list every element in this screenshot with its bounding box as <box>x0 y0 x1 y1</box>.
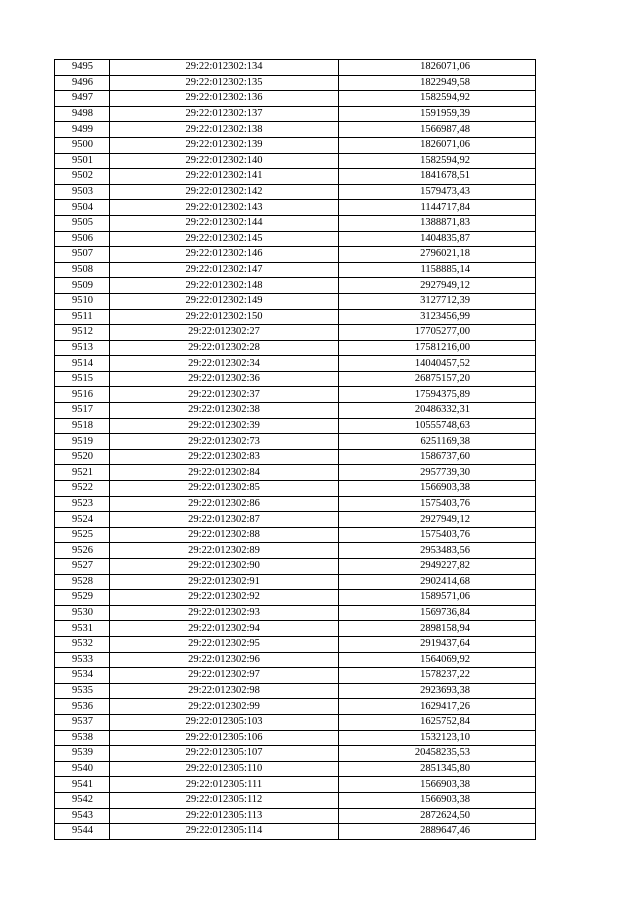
table-row <box>55 824 536 840</box>
table-row <box>55 605 536 621</box>
row-number-cell: 9504 <box>55 200 110 216</box>
cadastral-number-cell: 29:22:012302:88 <box>110 527 339 543</box>
row-number-cell: 9506 <box>55 231 110 247</box>
value-cell: 2796021,18 <box>339 247 536 263</box>
value-cell: 1589571,06 <box>339 590 536 606</box>
value-cell: 1144717,84 <box>339 200 536 216</box>
table-row <box>55 668 536 684</box>
row-number-cell: 9524 <box>55 512 110 528</box>
cadastral-number-cell: 29:22:012302:34 <box>110 356 339 372</box>
cadastral-number-cell: 29:22:012302:86 <box>110 496 339 512</box>
table-row <box>55 792 536 808</box>
table-row <box>55 761 536 777</box>
value-cell: 17581216,00 <box>339 340 536 356</box>
row-number-cell: 9511 <box>55 309 110 325</box>
cadastral-number-cell: 29:22:012302:95 <box>110 636 339 652</box>
cadastral-number-cell: 29:22:012305:107 <box>110 746 339 762</box>
row-number-cell: 9513 <box>55 340 110 356</box>
table-row <box>55 527 536 543</box>
cadastral-number-cell: 29:22:012305:114 <box>110 824 339 840</box>
table-row <box>55 434 536 450</box>
row-number-cell: 9543 <box>55 808 110 824</box>
cadastral-number-cell: 29:22:012302:134 <box>110 60 339 76</box>
table-row <box>55 262 536 278</box>
value-cell: 1564069,92 <box>339 652 536 668</box>
cadastral-number-cell: 29:22:012302:28 <box>110 340 339 356</box>
cadastral-number-cell: 29:22:012302:145 <box>110 231 339 247</box>
table-row <box>55 215 536 231</box>
cadastral-number-cell: 29:22:012302:149 <box>110 293 339 309</box>
value-cell: 2898158,94 <box>339 621 536 637</box>
cadastral-number-cell: 29:22:012302:98 <box>110 683 339 699</box>
table-row <box>55 278 536 294</box>
table-row <box>55 106 536 122</box>
cadastral-number-cell: 29:22:012302:94 <box>110 621 339 637</box>
row-number-cell: 9503 <box>55 184 110 200</box>
cadastral-number-cell: 29:22:012302:138 <box>110 122 339 138</box>
row-number-cell: 9500 <box>55 137 110 153</box>
cadastral-number-cell: 29:22:012302:144 <box>110 215 339 231</box>
cadastral-number-cell: 29:22:012305:110 <box>110 761 339 777</box>
table-row <box>55 184 536 200</box>
row-number-cell: 9515 <box>55 371 110 387</box>
row-number-cell: 9541 <box>55 777 110 793</box>
table-row <box>55 559 536 575</box>
row-number-cell: 9526 <box>55 543 110 559</box>
row-number-cell: 9505 <box>55 215 110 231</box>
table-row <box>55 777 536 793</box>
table-row <box>55 91 536 107</box>
table-row <box>55 730 536 746</box>
row-number-cell: 9534 <box>55 668 110 684</box>
cadastral-number-cell: 29:22:012302:90 <box>110 559 339 575</box>
value-cell: 1625752,84 <box>339 714 536 730</box>
value-cell: 1566903,38 <box>339 777 536 793</box>
cadastral-number-cell: 29:22:012302:27 <box>110 325 339 341</box>
row-number-cell: 9517 <box>55 403 110 419</box>
row-number-cell: 9521 <box>55 465 110 481</box>
row-number-cell: 9514 <box>55 356 110 372</box>
table-row <box>55 340 536 356</box>
row-number-cell: 9535 <box>55 683 110 699</box>
cadastral-number-cell: 29:22:012302:97 <box>110 668 339 684</box>
value-cell: 1591959,39 <box>339 106 536 122</box>
value-cell: 1582594,92 <box>339 91 536 107</box>
cadastral-number-cell: 29:22:012302:39 <box>110 418 339 434</box>
row-number-cell: 9540 <box>55 761 110 777</box>
row-number-cell: 9502 <box>55 169 110 185</box>
table-row <box>55 512 536 528</box>
cadastral-number-cell: 29:22:012302:91 <box>110 574 339 590</box>
cadastral-number-cell: 29:22:012305:106 <box>110 730 339 746</box>
table-row <box>55 293 536 309</box>
value-cell: 1579473,43 <box>339 184 536 200</box>
row-number-cell: 9499 <box>55 122 110 138</box>
row-number-cell: 9525 <box>55 527 110 543</box>
table-row <box>55 449 536 465</box>
table-row <box>55 746 536 762</box>
table-row <box>55 543 536 559</box>
value-cell: 1586737,60 <box>339 449 536 465</box>
cadastral-number-cell: 29:22:012302:139 <box>110 137 339 153</box>
table-row <box>55 200 536 216</box>
table-row <box>55 652 536 668</box>
value-cell: 2889647,46 <box>339 824 536 840</box>
value-cell: 2927949,12 <box>339 278 536 294</box>
table-row <box>55 714 536 730</box>
row-number-cell: 9532 <box>55 636 110 652</box>
value-cell: 1578237,22 <box>339 668 536 684</box>
table-row <box>55 75 536 91</box>
table-body <box>55 60 536 840</box>
value-cell: 1532123,10 <box>339 730 536 746</box>
row-number-cell: 9539 <box>55 746 110 762</box>
cadastral-number-cell: 29:22:012302:137 <box>110 106 339 122</box>
cadastral-number-cell: 29:22:012302:83 <box>110 449 339 465</box>
row-number-cell: 9522 <box>55 481 110 497</box>
value-cell: 2851345,80 <box>339 761 536 777</box>
value-cell: 1566987,48 <box>339 122 536 138</box>
table-row <box>55 636 536 652</box>
value-cell: 2953483,56 <box>339 543 536 559</box>
cadastral-number-cell: 29:22:012302:135 <box>110 75 339 91</box>
value-cell: 1566903,38 <box>339 792 536 808</box>
row-number-cell: 9512 <box>55 325 110 341</box>
value-cell: 17705277,00 <box>339 325 536 341</box>
cadastral-number-cell: 29:22:012302:85 <box>110 481 339 497</box>
value-cell: 3123456,99 <box>339 309 536 325</box>
row-number-cell: 9531 <box>55 621 110 637</box>
row-number-cell: 9518 <box>55 418 110 434</box>
cadastral-number-cell: 29:22:012302:150 <box>110 309 339 325</box>
row-number-cell: 9496 <box>55 75 110 91</box>
row-number-cell: 9507 <box>55 247 110 263</box>
cadastral-number-cell: 29:22:012302:87 <box>110 512 339 528</box>
cadastral-number-cell: 29:22:012302:37 <box>110 387 339 403</box>
table-row <box>55 122 536 138</box>
table-row <box>55 574 536 590</box>
table-row <box>55 325 536 341</box>
cadastral-number-cell: 29:22:012302:146 <box>110 247 339 263</box>
value-cell: 1582594,92 <box>339 153 536 169</box>
row-number-cell: 9523 <box>55 496 110 512</box>
row-number-cell: 9542 <box>55 792 110 808</box>
table-row <box>55 60 536 76</box>
cadastral-number-cell: 29:22:012305:113 <box>110 808 339 824</box>
value-cell: 2872624,50 <box>339 808 536 824</box>
cadastral-number-cell: 29:22:012302:142 <box>110 184 339 200</box>
cadastral-number-cell: 29:22:012302:143 <box>110 200 339 216</box>
table-row <box>55 153 536 169</box>
table-row <box>55 137 536 153</box>
table-row <box>55 387 536 403</box>
table-row <box>55 621 536 637</box>
table-row <box>55 699 536 715</box>
cadastral-number-cell: 29:22:012302:141 <box>110 169 339 185</box>
value-cell: 1158885,14 <box>339 262 536 278</box>
table-row <box>55 465 536 481</box>
cadastral-value-table <box>54 59 536 840</box>
row-number-cell: 9533 <box>55 652 110 668</box>
value-cell: 14040457,52 <box>339 356 536 372</box>
row-number-cell: 9516 <box>55 387 110 403</box>
value-cell: 3127712,39 <box>339 293 536 309</box>
cadastral-number-cell: 29:22:012302:96 <box>110 652 339 668</box>
cadastral-number-cell: 29:22:012302:93 <box>110 605 339 621</box>
value-cell: 1841678,51 <box>339 169 536 185</box>
cadastral-number-cell: 29:22:012302:38 <box>110 403 339 419</box>
value-cell: 1826071,06 <box>339 60 536 76</box>
row-number-cell: 9510 <box>55 293 110 309</box>
row-number-cell: 9537 <box>55 714 110 730</box>
value-cell: 1404835,87 <box>339 231 536 247</box>
row-number-cell: 9495 <box>55 60 110 76</box>
cadastral-number-cell: 29:22:012302:148 <box>110 278 339 294</box>
row-number-cell: 9520 <box>55 449 110 465</box>
cadastral-number-cell: 29:22:012302:99 <box>110 699 339 715</box>
value-cell: 2923693,38 <box>339 683 536 699</box>
cadastral-number-cell: 29:22:012302:89 <box>110 543 339 559</box>
value-cell: 1826071,06 <box>339 137 536 153</box>
value-cell: 2902414,68 <box>339 574 536 590</box>
table-row <box>55 403 536 419</box>
value-cell: 1569736,84 <box>339 605 536 621</box>
row-number-cell: 9498 <box>55 106 110 122</box>
row-number-cell: 9519 <box>55 434 110 450</box>
table-row <box>55 481 536 497</box>
row-number-cell: 9530 <box>55 605 110 621</box>
value-cell: 1566903,38 <box>339 481 536 497</box>
row-number-cell: 9536 <box>55 699 110 715</box>
row-number-cell: 9544 <box>55 824 110 840</box>
value-cell: 17594375,89 <box>339 387 536 403</box>
value-cell: 26875157,20 <box>339 371 536 387</box>
table-row <box>55 356 536 372</box>
table-row <box>55 590 536 606</box>
value-cell: 1388871,83 <box>339 215 536 231</box>
cadastral-number-cell: 29:22:012302:140 <box>110 153 339 169</box>
row-number-cell: 9509 <box>55 278 110 294</box>
value-cell: 2927949,12 <box>339 512 536 528</box>
table-row <box>55 247 536 263</box>
value-cell: 2949227,82 <box>339 559 536 575</box>
cadastral-number-cell: 29:22:012302:92 <box>110 590 339 606</box>
value-cell: 1575403,76 <box>339 527 536 543</box>
cadastral-number-cell: 29:22:012302:84 <box>110 465 339 481</box>
row-number-cell: 9497 <box>55 91 110 107</box>
cadastral-number-cell: 29:22:012302:147 <box>110 262 339 278</box>
value-cell: 1575403,76 <box>339 496 536 512</box>
table-row <box>55 169 536 185</box>
cadastral-number-cell: 29:22:012302:73 <box>110 434 339 450</box>
table-row <box>55 418 536 434</box>
cadastral-number-cell: 29:22:012305:103 <box>110 714 339 730</box>
value-cell: 1629417,26 <box>339 699 536 715</box>
value-cell: 20458235,53 <box>339 746 536 762</box>
table-row <box>55 309 536 325</box>
value-cell: 10555748,63 <box>339 418 536 434</box>
table-row <box>55 231 536 247</box>
value-cell: 2957739,30 <box>339 465 536 481</box>
table-row <box>55 496 536 512</box>
row-number-cell: 9508 <box>55 262 110 278</box>
cadastral-number-cell: 29:22:012305:111 <box>110 777 339 793</box>
row-number-cell: 9529 <box>55 590 110 606</box>
value-cell: 2919437,64 <box>339 636 536 652</box>
value-cell: 6251169,38 <box>339 434 536 450</box>
row-number-cell: 9527 <box>55 559 110 575</box>
value-cell: 1822949,58 <box>339 75 536 91</box>
value-cell: 20486332,31 <box>339 403 536 419</box>
row-number-cell: 9501 <box>55 153 110 169</box>
table-row <box>55 371 536 387</box>
cadastral-number-cell: 29:22:012305:112 <box>110 792 339 808</box>
row-number-cell: 9528 <box>55 574 110 590</box>
row-number-cell: 9538 <box>55 730 110 746</box>
table-row <box>55 683 536 699</box>
cadastral-number-cell: 29:22:012302:136 <box>110 91 339 107</box>
table-row <box>55 808 536 824</box>
cadastral-number-cell: 29:22:012302:36 <box>110 371 339 387</box>
